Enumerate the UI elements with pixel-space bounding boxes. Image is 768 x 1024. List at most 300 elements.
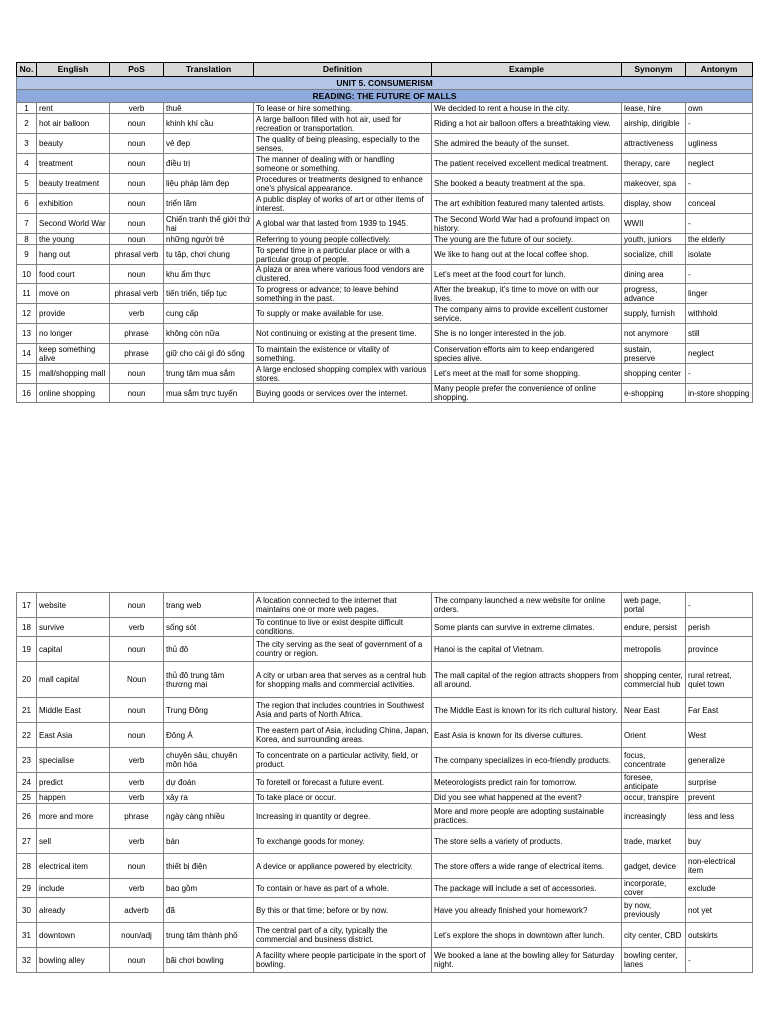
cell-pos: noun [110, 154, 164, 174]
cell-no: 27 [17, 829, 37, 854]
cell-antonym: exclude [686, 879, 753, 898]
cell-definition: A large balloon filled with hot air, used for recreation or transportation. [254, 114, 432, 134]
cell-example: Conservation efforts aim to keep endangered species alive. [432, 344, 622, 364]
cell-pos: phrase [110, 344, 164, 364]
cell-antonym: linger [686, 284, 753, 304]
cell-english: keep something alive [37, 344, 110, 364]
cell-synonym: attractiveness [622, 134, 686, 154]
cell-pos: noun/adj [110, 923, 164, 948]
cell-pos: noun [110, 364, 164, 384]
cell-synonym: e-shopping [622, 384, 686, 403]
cell-pos: noun [110, 854, 164, 879]
cell-no: 12 [17, 304, 37, 324]
cell-pos: noun [110, 698, 164, 723]
cell-translation: khu ẩm thực [164, 265, 254, 284]
cell-definition: The central part of a city, typically the commercial and business district. [254, 923, 432, 948]
table-row [17, 103, 753, 114]
cell-english: treatment [37, 154, 110, 174]
table-row [17, 879, 753, 898]
cell-example: She admired the beauty of the sunset. [432, 134, 622, 154]
cell-english: beauty [37, 134, 110, 154]
cell-antonym: still [686, 324, 753, 344]
cell-example: The company launched a new website for online orders. [432, 593, 622, 618]
cell-antonym: withhold [686, 304, 753, 324]
cell-synonym: city center, CBD [622, 923, 686, 948]
cell-translation: xảy ra [164, 792, 254, 804]
cell-antonym: buy [686, 829, 753, 854]
cell-english: the young [37, 234, 110, 245]
cell-synonym: increasingly [622, 804, 686, 829]
cell-english: mall capital [37, 662, 110, 698]
header-english: English [37, 63, 110, 77]
cell-antonym: generalize [686, 748, 753, 773]
cell-antonym: non-electrical item [686, 854, 753, 879]
cell-definition: To supply or make available for use. [254, 304, 432, 324]
cell-antonym: conceal [686, 194, 753, 214]
cell-example: East Asia is known for its diverse cultures. [432, 723, 622, 748]
cell-antonym: neglect [686, 344, 753, 364]
cell-english: downtown [37, 923, 110, 948]
cell-definition: A public display of works of art or other items of interest. [254, 194, 432, 214]
table-row [17, 344, 753, 364]
cell-antonym: outskirts [686, 923, 753, 948]
table-row [17, 804, 753, 829]
cell-pos: noun [110, 948, 164, 973]
cell-translation: cung cấp [164, 304, 254, 324]
cell-english: online shopping [37, 384, 110, 403]
cell-example: The young are the future of our society. [432, 234, 622, 245]
cell-antonym: own [686, 103, 753, 114]
cell-pos: noun [110, 723, 164, 748]
cell-translation: thủ đô [164, 637, 254, 662]
cell-english: include [37, 879, 110, 898]
cell-pos: noun [110, 593, 164, 618]
cell-example: Let's explore the shops in downtown after lunch. [432, 923, 622, 948]
cell-definition: The eastern part of Asia, including China, Japan, Korea, and surrounding areas. [254, 723, 432, 748]
table-row [17, 923, 753, 948]
table-row [17, 618, 753, 637]
cell-pos: noun [110, 214, 164, 234]
cell-no: 18 [17, 618, 37, 637]
cell-antonym: surprise [686, 773, 753, 792]
cell-synonym: supply, furnish [622, 304, 686, 324]
cell-definition: Not continuing or existing at the present time. [254, 324, 432, 344]
table-row [17, 384, 753, 403]
cell-translation: thủ đô trung tâm thương mại [164, 662, 254, 698]
cell-translation: trang web [164, 593, 254, 618]
cell-pos: verb [110, 748, 164, 773]
cell-definition: A plaza or area where various food vendors are clustered. [254, 265, 432, 284]
cell-no: 31 [17, 923, 37, 948]
cell-no: 9 [17, 245, 37, 265]
cell-example: She booked a beauty treatment at the spa. [432, 174, 622, 194]
table-row [17, 154, 753, 174]
cell-synonym: Near East [622, 698, 686, 723]
cell-example: Meteorologists predict rain for tomorrow. [432, 773, 622, 792]
cell-no: 7 [17, 214, 37, 234]
cell-pos: verb [110, 618, 164, 637]
cell-definition: A large enclosed shopping complex with various stores. [254, 364, 432, 384]
table-row [17, 792, 753, 804]
cell-example: Some plants can survive in extreme climates. [432, 618, 622, 637]
cell-example: The Middle East is known for its rich cultural history. [432, 698, 622, 723]
cell-definition: The region that includes countries in Southwest Asia and parts of North Africa. [254, 698, 432, 723]
cell-antonym: in-store shopping [686, 384, 753, 403]
cell-definition: Procedures or treatments designed to enhance one's physical appearance. [254, 174, 432, 194]
table-row [17, 723, 753, 748]
cell-synonym: WWII [622, 214, 686, 234]
table-row [17, 245, 753, 265]
cell-no: 1 [17, 103, 37, 114]
cell-no: 17 [17, 593, 37, 618]
cell-example: Hanoi is the capital of Vietnam. [432, 637, 622, 662]
cell-definition: To contain or have as part of a whole. [254, 879, 432, 898]
cell-translation: dự đoán [164, 773, 254, 792]
table-row [17, 948, 753, 973]
table-row [17, 829, 753, 854]
cell-translation: trung tâm mua sắm [164, 364, 254, 384]
cell-no: 19 [17, 637, 37, 662]
table-body [17, 77, 753, 403]
cell-definition: A global war that lasted from 1939 to 1945. [254, 214, 432, 234]
table-row [17, 364, 753, 384]
cell-no: 3 [17, 134, 37, 154]
cell-synonym: incorporate, cover [622, 879, 686, 898]
cell-translation: trung tâm thành phố [164, 923, 254, 948]
cell-example: More and more people are adopting sustainable practices. [432, 804, 622, 829]
cell-definition: To maintain the existence or vitality of something. [254, 344, 432, 364]
cell-pos: verb [110, 773, 164, 792]
table-row [17, 698, 753, 723]
cell-definition: Buying goods or services over the internet. [254, 384, 432, 403]
table-row [17, 174, 753, 194]
table-body [17, 593, 753, 973]
cell-translation: triển lãm [164, 194, 254, 214]
cell-definition: A location connected to the internet that maintains one or more web pages. [254, 593, 432, 618]
cell-definition: The city serving as the seat of government of a country or region. [254, 637, 432, 662]
cell-english: Middle East [37, 698, 110, 723]
cell-no: 25 [17, 792, 37, 804]
cell-no: 22 [17, 723, 37, 748]
cell-antonym: province [686, 637, 753, 662]
cell-no: 30 [17, 898, 37, 923]
cell-translation: vẻ đẹp [164, 134, 254, 154]
cell-synonym: gadget, device [622, 854, 686, 879]
cell-definition: A city or urban area that serves as a central hub for shopping malls and commercial activities. [254, 662, 432, 698]
cell-translation: giữ cho cái gì đó sống [164, 344, 254, 364]
cell-no: 11 [17, 284, 37, 304]
cell-english: sell [37, 829, 110, 854]
cell-synonym: bowling center, lanes [622, 948, 686, 973]
cell-synonym: shopping center [622, 364, 686, 384]
cell-antonym: less and less [686, 804, 753, 829]
cell-synonym: youth, juniors [622, 234, 686, 245]
cell-translation: Chiến tranh thế giới thứ hai [164, 214, 254, 234]
cell-synonym: therapy, care [622, 154, 686, 174]
cell-antonym: rural retreat, quiet town [686, 662, 753, 698]
cell-definition: Referring to young people collectively. [254, 234, 432, 245]
cell-antonym: perish [686, 618, 753, 637]
cell-pos: noun [110, 234, 164, 245]
table-row [17, 324, 753, 344]
cell-synonym: display, show [622, 194, 686, 214]
cell-example: Let's meet at the food court for lunch. [432, 265, 622, 284]
cell-english: already [37, 898, 110, 923]
cell-definition: Increasing in quantity or degree. [254, 804, 432, 829]
cell-translation: khinh khí cầu [164, 114, 254, 134]
cell-english: beauty treatment [37, 174, 110, 194]
cell-synonym: not anymore [622, 324, 686, 344]
cell-synonym: Orient [622, 723, 686, 748]
cell-example: Riding a hot air balloon offers a breathtaking view. [432, 114, 622, 134]
header-synonym: Synonym [622, 63, 686, 77]
cell-english: food court [37, 265, 110, 284]
cell-example: The art exhibition featured many talented artists. [432, 194, 622, 214]
cell-antonym: neglect [686, 154, 753, 174]
cell-synonym: trade, market [622, 829, 686, 854]
cell-no: 5 [17, 174, 37, 194]
cell-english: happen [37, 792, 110, 804]
cell-example: We decided to rent a house in the city. [432, 103, 622, 114]
cell-antonym: prevent [686, 792, 753, 804]
table-row [17, 194, 753, 214]
cell-definition: By this or that time; before or by now. [254, 898, 432, 923]
table-row [17, 114, 753, 134]
cell-pos: noun [110, 265, 164, 284]
cell-synonym: metropolis [622, 637, 686, 662]
cell-example: The store offers a wide range of electrical items. [432, 854, 622, 879]
cell-antonym: ugliness [686, 134, 753, 154]
cell-translation: đã [164, 898, 254, 923]
cell-definition: To continue to live or exist despite difficult conditions. [254, 618, 432, 637]
cell-translation: tiến triển, tiếp tục [164, 284, 254, 304]
cell-pos: noun [110, 174, 164, 194]
cell-no: 13 [17, 324, 37, 344]
section-title: READING: THE FUTURE OF MALLS [17, 90, 753, 103]
cell-example: The package will include a set of accessories. [432, 879, 622, 898]
cell-example: Have you already finished your homework? [432, 898, 622, 923]
header-example: Example [432, 63, 622, 77]
cell-english: mall/shopping mall [37, 364, 110, 384]
cell-pos: noun [110, 114, 164, 134]
cell-antonym: - [686, 265, 753, 284]
cell-english: more and more [37, 804, 110, 829]
cell-no: 4 [17, 154, 37, 174]
cell-antonym: - [686, 174, 753, 194]
vocabulary-table-page-1 [16, 62, 753, 403]
cell-pos: verb [110, 829, 164, 854]
table-row [17, 284, 753, 304]
cell-no: 32 [17, 948, 37, 973]
cell-no: 28 [17, 854, 37, 879]
cell-definition: The manner of dealing with or handling someone or something. [254, 154, 432, 174]
cell-antonym: isolate [686, 245, 753, 265]
table-row [17, 898, 753, 923]
cell-definition: To foretell or forecast a future event. [254, 773, 432, 792]
header-antonym: Antonym [686, 63, 753, 77]
cell-english: East Asia [37, 723, 110, 748]
cell-english: no longer [37, 324, 110, 344]
cell-antonym: - [686, 364, 753, 384]
header-definition: Definition [254, 63, 432, 77]
cell-synonym: occur, transpire [622, 792, 686, 804]
cell-english: survive [37, 618, 110, 637]
cell-english: provide [37, 304, 110, 324]
cell-translation: liệu pháp làm đẹp [164, 174, 254, 194]
cell-synonym: socialize, chill [622, 245, 686, 265]
cell-pos: noun [110, 637, 164, 662]
cell-pos: Noun [110, 662, 164, 698]
table-header [17, 63, 753, 77]
table-row [17, 593, 753, 618]
header-translation: Translation [164, 63, 254, 77]
cell-translation: chuyên sâu, chuyên môn hóa [164, 748, 254, 773]
cell-pos: verb [110, 792, 164, 804]
cell-translation: những người trẻ [164, 234, 254, 245]
cell-pos: phrase [110, 804, 164, 829]
table-row [17, 748, 753, 773]
table-row [17, 304, 753, 324]
header-pos: PoS [110, 63, 164, 77]
cell-english: rent [37, 103, 110, 114]
cell-example: Let's meet at the mall for some shopping. [432, 364, 622, 384]
cell-example: The company specializes in eco-friendly products. [432, 748, 622, 773]
cell-no: 16 [17, 384, 37, 403]
cell-pos: noun [110, 134, 164, 154]
cell-antonym: West [686, 723, 753, 748]
table-row [17, 134, 753, 154]
cell-no: 14 [17, 344, 37, 364]
cell-example: The Second World War had a profound impact on history. [432, 214, 622, 234]
cell-pos: verb [110, 879, 164, 898]
cell-translation: bao gồm [164, 879, 254, 898]
table-row [17, 234, 753, 245]
cell-english: exhibition [37, 194, 110, 214]
cell-definition: To spend time in a particular place or with a particular group of people. [254, 245, 432, 265]
cell-antonym: not yet [686, 898, 753, 923]
cell-english: hot air balloon [37, 114, 110, 134]
cell-definition: To exchange goods for money. [254, 829, 432, 854]
cell-pos: verb [110, 103, 164, 114]
cell-no: 21 [17, 698, 37, 723]
cell-pos: verb [110, 304, 164, 324]
vocabulary-table-page-2 [16, 592, 753, 973]
cell-example: The store sells a variety of products. [432, 829, 622, 854]
cell-english: specialise [37, 748, 110, 773]
cell-no: 20 [17, 662, 37, 698]
cell-pos: phrase [110, 324, 164, 344]
cell-definition: To lease or hire something. [254, 103, 432, 114]
cell-definition: A device or appliance powered by electricity. [254, 854, 432, 879]
table-row [17, 637, 753, 662]
cell-pos: noun [110, 194, 164, 214]
table-row [17, 773, 753, 792]
cell-definition: A facility where people participate in the sport of bowling. [254, 948, 432, 973]
cell-example: She is no longer interested in the job. [432, 324, 622, 344]
table-row [17, 265, 753, 284]
cell-synonym: shopping center, commercial hub [622, 662, 686, 698]
cell-pos: phrasal verb [110, 284, 164, 304]
cell-translation: ngày càng nhiều [164, 804, 254, 829]
cell-antonym: the elderly [686, 234, 753, 245]
cell-synonym: endure, persist [622, 618, 686, 637]
unit-title: UNIT 5. CONSUMERISM [17, 77, 753, 90]
cell-english: bowling alley [37, 948, 110, 973]
cell-translation: sống sót [164, 618, 254, 637]
cell-definition: To progress or advance; to leave behind something in the past. [254, 284, 432, 304]
table-row [17, 662, 753, 698]
cell-definition: To concentrate on a particular activity, field, or product. [254, 748, 432, 773]
cell-synonym: sustain, preserve [622, 344, 686, 364]
cell-english: capital [37, 637, 110, 662]
cell-example: The patient received excellent medical treatment. [432, 154, 622, 174]
cell-synonym: lease, hire [622, 103, 686, 114]
cell-translation: Đông Á [164, 723, 254, 748]
cell-example: After the breakup, it's time to move on with our lives. [432, 284, 622, 304]
cell-translation: Trung Đông [164, 698, 254, 723]
cell-translation: thiết bị điện [164, 854, 254, 879]
cell-no: 24 [17, 773, 37, 792]
cell-translation: thuê [164, 103, 254, 114]
cell-antonym: - [686, 114, 753, 134]
cell-translation: mua sắm trực tuyến [164, 384, 254, 403]
cell-antonym: Far East [686, 698, 753, 723]
cell-synonym: foresee, anticipate [622, 773, 686, 792]
cell-english: hang out [37, 245, 110, 265]
cell-example: The company aims to provide excellent customer service. [432, 304, 622, 324]
cell-translation: tụ tập, chơi chung [164, 245, 254, 265]
cell-english: move on [37, 284, 110, 304]
cell-english: electrical item [37, 854, 110, 879]
cell-no: 6 [17, 194, 37, 214]
table-row [17, 854, 753, 879]
cell-example: We booked a lane at the bowling alley for Saturday night. [432, 948, 622, 973]
cell-no: 10 [17, 265, 37, 284]
cell-no: 8 [17, 234, 37, 245]
cell-synonym: focus, concentrate [622, 748, 686, 773]
cell-no: 26 [17, 804, 37, 829]
cell-antonym: - [686, 593, 753, 618]
table-row [17, 214, 753, 234]
cell-synonym: makeover, spa [622, 174, 686, 194]
cell-translation: bán [164, 829, 254, 854]
cell-definition: The quality of being pleasing, especially to the senses. [254, 134, 432, 154]
cell-translation: không còn nữa [164, 324, 254, 344]
cell-example: Many people prefer the convenience of online shopping. [432, 384, 622, 403]
cell-synonym: web page, portal [622, 593, 686, 618]
cell-synonym: airship, dirigible [622, 114, 686, 134]
cell-english: website [37, 593, 110, 618]
cell-synonym: progress, advance [622, 284, 686, 304]
cell-translation: điều trị [164, 154, 254, 174]
cell-translation: bãi chơi bowling [164, 948, 254, 973]
cell-antonym: - [686, 214, 753, 234]
cell-pos: adverb [110, 898, 164, 923]
cell-no: 15 [17, 364, 37, 384]
cell-no: 29 [17, 879, 37, 898]
cell-definition: To take place or occur. [254, 792, 432, 804]
cell-pos: phrasal verb [110, 245, 164, 265]
header-no: No. [17, 63, 37, 77]
cell-english: Second World War [37, 214, 110, 234]
cell-synonym: by now, previously [622, 898, 686, 923]
cell-example: We like to hang out at the local coffee shop. [432, 245, 622, 265]
cell-pos: noun [110, 384, 164, 403]
cell-synonym: dining area [622, 265, 686, 284]
cell-no: 23 [17, 748, 37, 773]
cell-no: 2 [17, 114, 37, 134]
cell-example: The mall capital of the region attracts shoppers from all around. [432, 662, 622, 698]
